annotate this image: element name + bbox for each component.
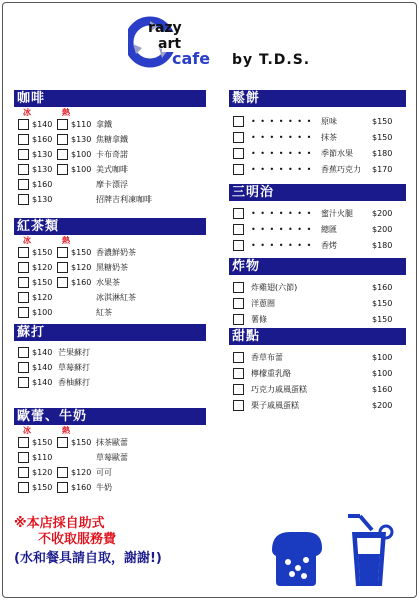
hot-price: $160 [71,278,92,287]
ice-price: $110 [32,453,53,462]
order-checkbox[interactable] [18,362,29,373]
order-checkbox[interactable] [57,277,68,288]
item-name: 可可 [96,468,112,477]
menu-item-row [229,223,406,239]
ice-price: $100 [32,308,53,317]
leader-dots: • • • • • • • [251,241,313,250]
ice-hot-labels [14,107,206,118]
menu-item-row [14,361,206,376]
order-checkbox[interactable] [18,482,29,493]
section-title-sandwich: 三明治 [229,184,406,201]
section-coffee [14,90,206,208]
order-checkbox[interactable] [233,164,244,175]
ice-price: $130 [32,165,53,174]
order-checkbox[interactable] [18,164,29,175]
order-checkbox[interactable] [57,134,68,145]
menu-item-row [229,383,406,399]
price: $160 [372,385,393,394]
menu-item-row [14,346,206,361]
leader-dots: • • • • • • • [251,133,313,142]
menu-item-row [229,131,406,147]
logo-text-art: art [158,36,182,52]
item-name: 香草布蕾 [251,353,283,362]
leader-dots: • • • • • • • [251,165,313,174]
menu-item-row [229,147,406,163]
section-tea [14,218,206,321]
price: $150 [372,299,393,308]
menu-item-row [14,148,206,163]
ice-hot-labels [14,235,206,246]
note-line-self-service: ※本店採自助式 [14,516,105,531]
hot-price: $110 [71,120,92,129]
order-checkbox[interactable] [57,437,68,448]
menu-item-row [229,297,406,313]
ice-price: $120 [32,263,53,272]
price: $200 [372,401,393,410]
ice-price: $120 [32,293,53,302]
menu-item-row [229,313,406,329]
ice-price: $140 [32,120,53,129]
order-checkbox[interactable] [233,298,244,309]
crazy-art-cafe-logo [128,14,224,72]
item-name: 冰淇淋紅茶 [96,293,136,302]
item-name: 炸雞翅(六節) [251,283,298,292]
item-name: 美式咖啡 [96,165,128,174]
order-checkbox[interactable] [57,482,68,493]
order-checkbox[interactable] [18,452,29,463]
section-title-soda: 蘇打 [14,324,206,341]
menu-item-row [14,163,206,178]
price: $150 [372,315,393,324]
hot-price: $120 [71,468,92,477]
hot-label: 熱 [62,426,70,435]
ice-price: $120 [32,468,53,477]
leader-dots: • • • • • • • [251,149,313,158]
section-waffle [229,90,406,179]
leader-dots: • • • • • • • [251,209,313,218]
order-checkbox[interactable] [57,262,68,273]
menu-item-row [14,133,206,148]
item-name: 總匯 [321,225,337,234]
hot-label: 熱 [62,108,70,117]
order-checkbox[interactable] [18,307,29,318]
menu-item-row [229,115,406,131]
order-checkbox[interactable] [18,119,29,130]
menu-item-row [14,481,206,496]
price: $140 [32,378,53,387]
price: $180 [372,241,393,250]
item-name: 季節水果 [321,149,353,158]
item-name: 薯條 [251,315,267,324]
section-title-dessert: 甜點 [229,328,406,345]
ice-label: 冰 [23,236,31,245]
section-fried [229,258,406,329]
order-checkbox[interactable] [233,352,244,363]
menu-item-row [229,281,406,297]
menu-item-row [14,466,206,481]
item-name: 香柚蘇打 [58,378,90,387]
ice-price: $150 [32,278,53,287]
toast-icon [272,532,322,586]
order-checkbox[interactable] [233,240,244,251]
order-checkbox[interactable] [57,467,68,478]
hot-label: 熱 [62,236,70,245]
menu-item-row [229,239,406,255]
order-checkbox[interactable] [18,292,29,303]
order-checkbox[interactable] [233,314,244,325]
item-name: 香濃鮮奶茶 [96,248,136,257]
menu-item-row [14,451,206,466]
item-name: 巧克力戚風蛋糕 [251,385,307,394]
menu-item-row [14,276,206,291]
order-checkbox[interactable] [18,437,29,448]
menu-item-row [14,193,206,208]
section-title-fried: 炸物 [229,258,406,275]
order-checkbox[interactable] [233,208,244,219]
section-title-tea: 紅茶類 [14,218,206,235]
section-title-milk: 歐蕾、牛奶 [14,408,206,425]
item-name: 芒果蘇打 [58,348,90,357]
menu-item-row [229,207,406,223]
item-name: 卡布奇諾 [96,150,128,159]
order-checkbox[interactable] [57,119,68,130]
ice-price: $150 [32,483,53,492]
order-checkbox[interactable] [57,164,68,175]
order-checkbox[interactable] [18,377,29,388]
order-checkbox[interactable] [233,224,244,235]
hot-price: $100 [71,150,92,159]
menu-item-row [229,163,406,179]
price: $140 [32,348,53,357]
order-checkbox[interactable] [233,400,244,411]
order-checkbox[interactable] [233,368,244,379]
section-title-coffee: 咖啡 [14,90,206,107]
item-name: 牛奶 [96,483,112,492]
menu-item-row [14,246,206,261]
price: $100 [372,353,393,362]
price: $180 [372,149,393,158]
menu-item-row [14,261,206,276]
order-checkbox[interactable] [18,467,29,478]
order-checkbox[interactable] [18,179,29,190]
toast-and-drink-icon [262,510,412,590]
section-milk [14,408,206,496]
price: $140 [32,363,53,372]
hot-price: $160 [71,483,92,492]
leader-dots: • • • • • • • [251,225,313,234]
menu-item-row [14,376,206,391]
ice-price: $150 [32,438,53,447]
price: $160 [372,283,393,292]
item-name: 紅茶 [96,308,112,317]
price: $150 [372,117,393,126]
leader-dots: • • • • • • • [251,117,313,126]
menu-item-row [229,399,406,415]
ice-price: $130 [32,195,53,204]
order-checkbox[interactable] [57,149,68,160]
item-name: 栗子戚風蛋糕 [251,401,299,410]
item-name: 洋蔥圈 [251,299,275,308]
menu-item-row [229,351,406,367]
menu-item-row [14,291,206,306]
item-name: 抹茶 [321,133,337,142]
item-name: 草莓歐蕾 [96,453,128,462]
menu-item-row [14,178,206,193]
item-name: 蜜汁火腿 [321,209,353,218]
order-checkbox[interactable] [18,277,29,288]
ice-label: 冰 [23,426,31,435]
menu-item-row [14,306,206,321]
section-soda [14,324,206,391]
item-name: 招牌吉利凍咖啡 [96,195,152,204]
order-checkbox[interactable] [233,384,244,395]
price: $200 [372,209,393,218]
item-name: 抹茶歐蕾 [96,438,128,447]
ice-price: $130 [32,150,53,159]
hot-price: $120 [71,263,92,272]
order-checkbox[interactable] [18,262,29,273]
item-name: 草莓蘇打 [58,363,90,372]
section-dessert [229,328,406,415]
section-sandwich [229,184,406,255]
drink-icon [348,516,392,586]
order-checkbox[interactable] [18,194,29,205]
item-name: 摩卡漂浮 [96,180,128,189]
item-name: 焦糖拿鐵 [96,135,128,144]
note-line-no-fee: 不收取服務費 [38,532,117,547]
item-name: 黑糖奶茶 [96,263,128,272]
order-checkbox[interactable] [18,347,29,358]
item-name: 香蕉巧克力 [321,165,361,174]
ice-label: 冰 [23,108,31,117]
order-checkbox[interactable] [233,132,244,143]
order-checkbox[interactable] [57,247,68,258]
hot-price: $100 [71,165,92,174]
ice-hot-labels [14,425,206,436]
hot-price: $150 [71,248,92,257]
item-name: 檸檬重乳酪 [251,369,291,378]
order-checkbox[interactable] [18,134,29,145]
ice-price: $160 [32,180,53,189]
service-note [14,516,274,568]
ice-price: $150 [32,248,53,257]
price: $170 [372,165,393,174]
order-checkbox[interactable] [233,282,244,293]
menu-item-row [14,436,206,451]
order-checkbox[interactable] [233,116,244,127]
section-title-waffle: 鬆餅 [229,90,406,107]
hot-price: $130 [71,135,92,144]
ice-price: $160 [32,135,53,144]
order-checkbox[interactable] [18,149,29,160]
logo-text-cafe: cafe [172,49,211,68]
menu-item-row [229,367,406,383]
order-checkbox[interactable] [18,247,29,258]
note-line-self-serve-water: (水和餐具請自取，謝謝!) [14,551,162,566]
item-name: 水果茶 [96,278,120,287]
order-checkbox[interactable] [233,148,244,159]
item-name: 拿鐵 [96,120,112,129]
price: $200 [372,225,393,234]
item-name: 原味 [321,117,337,126]
hot-price: $150 [71,438,92,447]
menu-item-row [14,118,206,133]
logo-text-razy: razy [148,20,182,36]
price: $100 [372,369,393,378]
item-name: 香烤 [321,241,337,250]
price: $150 [372,133,393,142]
brand-by-tds: by T.D.S. [232,52,311,68]
